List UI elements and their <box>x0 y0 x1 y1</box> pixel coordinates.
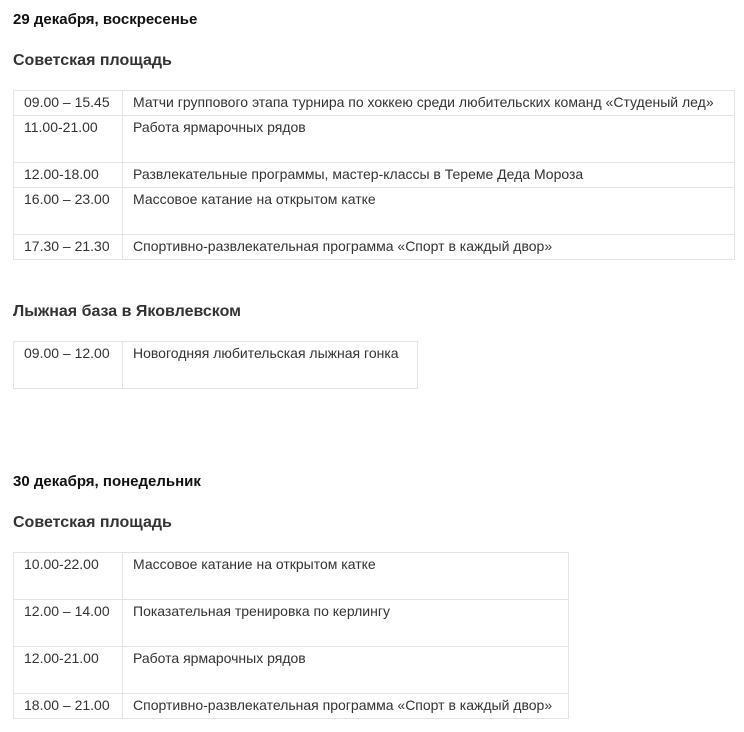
event-cell: Спортивно-развлекательная программа «Спорт в каждый двор» <box>123 694 569 719</box>
event-cell: Массовое катание на открытом катке <box>123 188 735 235</box>
table-row <box>14 116 735 163</box>
table-row <box>14 342 418 389</box>
event-cell: Работа ярмарочных рядов <box>123 647 569 694</box>
table-row <box>14 91 735 116</box>
event-cell: Массовое катание на открытом катке <box>123 553 569 600</box>
table-row <box>14 553 569 600</box>
schedule-table <box>13 552 569 719</box>
table-row <box>14 694 569 719</box>
venue-title: Лыжная база в Яковлевском <box>13 303 241 320</box>
event-cell: Спортивно-развлекательная программа «Спорт в каждый двор» <box>123 235 735 260</box>
venue-title: Советская площадь <box>13 514 172 531</box>
schedule-table <box>13 90 735 260</box>
time-cell: 10.00-22.00 <box>14 553 123 600</box>
time-cell: 16.00 – 23.00 <box>14 188 123 235</box>
time-cell: 12.00-21.00 <box>14 647 123 694</box>
time-cell: 17.30 – 21.30 <box>14 235 123 260</box>
time-cell: 09.00 – 12.00 <box>14 342 123 389</box>
event-cell: Матчи группового этапа турнира по хоккею среди любительских команд «Студеный лед» <box>123 91 735 116</box>
table-row <box>14 163 735 188</box>
table-row <box>14 235 735 260</box>
time-cell: 09.00 – 15.45 <box>14 91 123 116</box>
event-cell: Показательная тренировка по керлингу <box>123 600 569 647</box>
table-row <box>14 188 735 235</box>
event-cell: Новогодняя любительская лыжная гонка <box>123 342 418 389</box>
venue-title: Советская площадь <box>13 52 172 69</box>
day-title: 30 декабря, понедельник <box>13 473 201 490</box>
event-cell: Работа ярмарочных рядов <box>123 116 735 163</box>
event-cell: Развлекательные программы, мастер-классы в Тереме Деда Мороза <box>123 163 735 188</box>
time-cell: 18.00 – 21.00 <box>14 694 123 719</box>
time-cell: 12.00-18.00 <box>14 163 123 188</box>
day-title: 29 декабря, воскресенье <box>13 11 198 28</box>
table-row <box>14 647 569 694</box>
time-cell: 11.00-21.00 <box>14 116 123 163</box>
schedule-table <box>13 341 418 389</box>
table-row <box>14 600 569 647</box>
time-cell: 12.00 – 14.00 <box>14 600 123 647</box>
